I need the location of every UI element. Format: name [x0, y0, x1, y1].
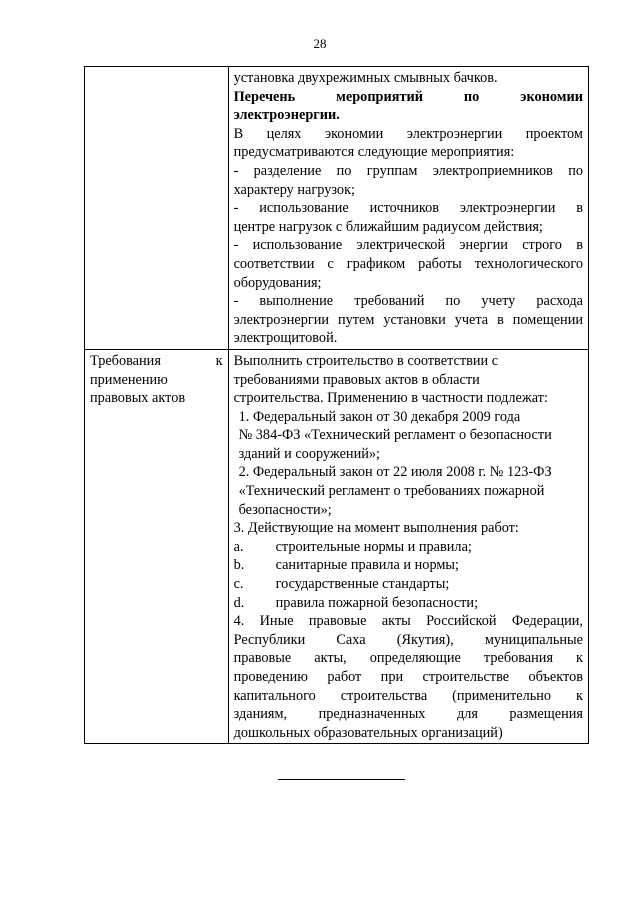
- text-line: Выполнить строительство в соответствии с: [233, 352, 499, 369]
- text-line: строительства. Применению в частности подлежат:: [233, 390, 548, 407]
- label-line: применению: [90, 371, 168, 388]
- text-line: № 384-ФЗ «Технический регламент о безопасности: [238, 427, 552, 444]
- requirements-label-cell: [85, 349, 229, 743]
- text-line: 1. Федеральный закон от 30 декабря 2009 года: [238, 408, 521, 425]
- text-line: В целях экономии электроэнергии проектом: [233, 125, 583, 142]
- list-marker: c.: [233, 576, 244, 593]
- energy-saving-cell: [228, 67, 588, 350]
- text-line: характеру нагрузок;: [233, 181, 355, 198]
- text-line: требованиями правовых актов в области: [233, 371, 480, 388]
- table-row: [85, 349, 589, 743]
- table-row: [85, 67, 589, 350]
- text-line: правовые акты, определяющие требования к: [233, 650, 583, 667]
- requirements-table: [84, 66, 589, 744]
- list-text: строительные нормы и правила;: [275, 538, 472, 555]
- label-preposition: к: [215, 352, 223, 369]
- list-item: [234, 538, 583, 557]
- text-line: 3. Действующие на момент выполнения работ:: [233, 520, 519, 537]
- list-item: [234, 594, 583, 613]
- text-line: зданиям, предназначенных для размещения: [233, 706, 583, 723]
- text-line: капитального строительства (применительно к: [233, 687, 583, 704]
- text-line: Республики Саха (Якутия), муниципальные: [233, 631, 583, 648]
- text-line: соответствии с графиком работы технологического: [233, 255, 583, 272]
- text-line: оборудования;: [233, 274, 322, 291]
- label-word: Требования: [90, 352, 161, 369]
- list-marker: a.: [233, 538, 244, 555]
- text-line: - выполнение требований по учету расхода: [233, 293, 583, 310]
- text-line: центре нагрузок с ближайшим радиусом действия;: [233, 218, 543, 235]
- list-text: государственные стандарты;: [275, 576, 450, 593]
- page-number: 28: [313, 36, 327, 51]
- text-line: предусматриваются следующие мероприятия:: [233, 144, 515, 161]
- text-line: 2. Федеральный закон от 22 июля 2008 г. № 123-ФЗ: [238, 464, 552, 481]
- label-line: правовых актов: [90, 390, 186, 407]
- text-line: установка двухрежимных смывных бачков.: [233, 70, 498, 86]
- section-heading: Перечень мероприятий по экономии: [233, 88, 583, 105]
- list-text: правила пожарной безопасности;: [275, 594, 479, 611]
- table-cell-empty: [85, 67, 229, 350]
- text-line: - использование электрической энергии строго в: [233, 237, 583, 254]
- text-line: «Технический регламент о требованиях пожарной: [238, 483, 545, 500]
- text-line: 4. Иные правовые акты Российской Федерации,: [233, 613, 583, 630]
- list-item: [234, 575, 583, 594]
- list-marker: b.: [233, 557, 245, 574]
- text-line: электроэнергии путем установки учета в помещении: [233, 311, 583, 328]
- text-line: - разделение по группам электроприемников по: [233, 162, 583, 179]
- text-line: проведению работ при строительстве объектов: [233, 669, 583, 685]
- text-line: зданий и сооружений»;: [238, 445, 380, 462]
- section-heading-cont: электроэнергии.: [233, 107, 340, 124]
- legal-acts-cell: [228, 349, 588, 743]
- text-line: электрощитовой.: [233, 330, 338, 347]
- list-text: санитарные правила и нормы;: [275, 557, 460, 574]
- list-item: [234, 556, 583, 575]
- text-line: - использование источников электроэнергии в: [233, 200, 583, 217]
- list-marker: d.: [233, 594, 245, 611]
- text-line: дошкольных образовательных организаций): [233, 724, 503, 741]
- footnote-divider: [278, 779, 405, 780]
- text-line: безопасности»;: [238, 501, 332, 518]
